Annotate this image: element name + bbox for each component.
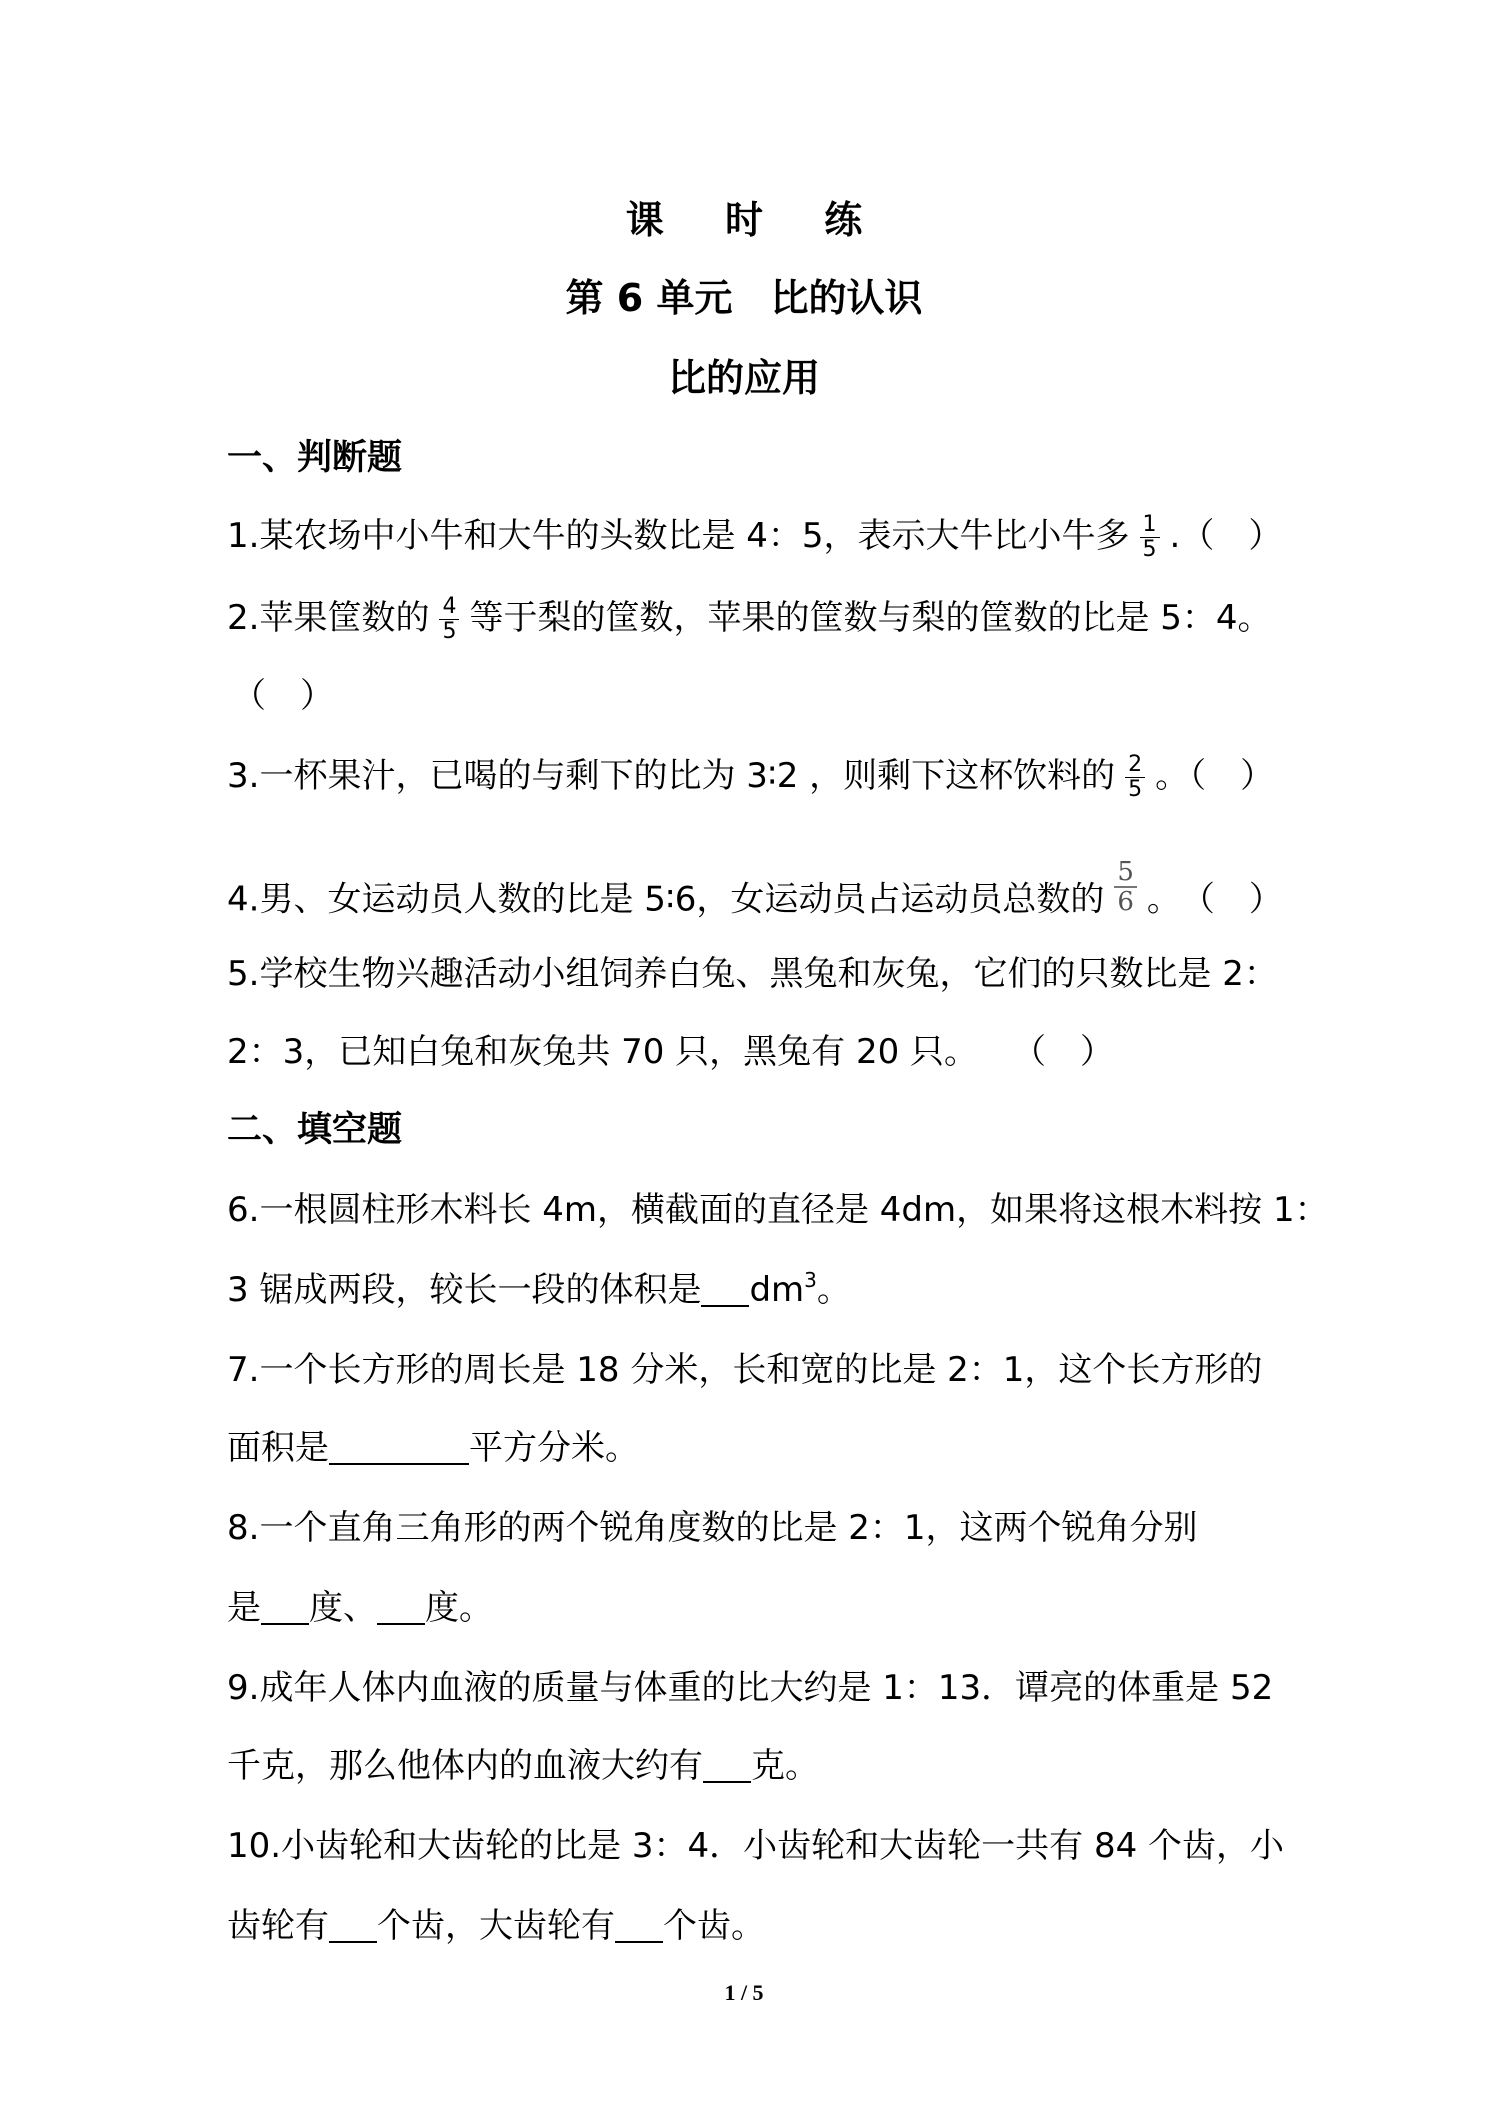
- unit-title: 第 6 单元 比的认识: [565, 276, 923, 320]
- lesson-title: 比的应用: [667, 356, 820, 400]
- section-heading-judgement: 一、判断题: [227, 438, 403, 478]
- answer-blank[interactable]: [261, 1589, 309, 1625]
- question-7-line-1: 7.一个长方形的周长是 18 分米，长和宽的比是 2：1，这个长方形的: [227, 1350, 1263, 1390]
- question-9-line-2: 千克，那么他体内的血液大约有 克。: [227, 1746, 819, 1786]
- answer-blank[interactable]: [377, 1589, 425, 1625]
- section-heading-fill-in: 二、填空题: [227, 1110, 403, 1150]
- question-1: 1.某农场中小牛和大牛的头数比是 4：5，表示大牛比小牛多 $\frac{1}{5}$ .（ ）: [227, 512, 1283, 562]
- question-10-line-2: 齿轮有 个齿，大齿轮有 个齿。: [227, 1906, 765, 1946]
- question-8-line-1: 8.一个直角三角形的两个锐角度数的比是 2：1，这两个锐角分别: [227, 1508, 1198, 1548]
- answer-blank[interactable]: [701, 1271, 749, 1307]
- page-title: 课 时 练: [625, 198, 887, 242]
- question-6-line-1: 6.一根圆柱形木料长 4m，横截面的直径是 4dm，如果将这根木料按 1：: [227, 1190, 1329, 1230]
- fraction: $\frac{5}{6}$: [1114, 858, 1137, 916]
- answer-blank[interactable]: [329, 1907, 377, 1943]
- question-5-line-2: 2：3，已知白兔和灰兔共 70 只，黑兔有 20 只。 （ ）: [227, 1032, 1115, 1072]
- answer-blank[interactable]: [329, 1429, 469, 1465]
- question-2: 2.苹果筐数的 $\frac{4}{5}$ 等于梨的筐数，苹果的筐数与梨的筐数的比是 5：4。: [227, 594, 1272, 644]
- question-5-line-1: 5.学校生物兴趣活动小组饲养白兔、黑兔和灰兔，它们的只数比是 2：: [227, 954, 1278, 994]
- question-6-line-2: 3 锯成两段，较长一段的体积是 $dm^3$。: [227, 1268, 851, 1310]
- question-4: 4.男、女运动员人数的比是 5∶6，女运动员占运动员总数的 $\frac{5}{6}$ 。 （ ）: [227, 857, 1283, 920]
- page-number: 1 / 5: [724, 1980, 764, 2005]
- question-9-line-1: 9.成年人体内血液的质量与体重的比大约是 1：13．谭亮的体重是 52: [227, 1668, 1274, 1708]
- answer-blank[interactable]: [703, 1747, 751, 1783]
- fraction: $\frac{4}{5}$: [439, 595, 459, 644]
- question-8-line-2: 是 度、 度。: [227, 1588, 493, 1628]
- fraction: $\frac{2}{5}$: [1125, 753, 1145, 802]
- question-10-line-1: 10.小齿轮和大齿轮的比是 3：4．小齿轮和大齿轮一共有 84 个齿，小: [227, 1826, 1285, 1866]
- question-7-line-2: 面积是 平方分米。: [227, 1428, 639, 1468]
- question-3: 3.一杯果汁，已喝的与剩下的比为 3∶2 ，则剩下这杯饮料的 $\frac{2}{5}$ 。（ ）: [227, 752, 1275, 802]
- fraction: $\frac{1}{5}$: [1140, 513, 1160, 562]
- answer-blank[interactable]: [615, 1907, 663, 1943]
- question-2-answer-bracket: （ ）: [232, 676, 334, 716]
